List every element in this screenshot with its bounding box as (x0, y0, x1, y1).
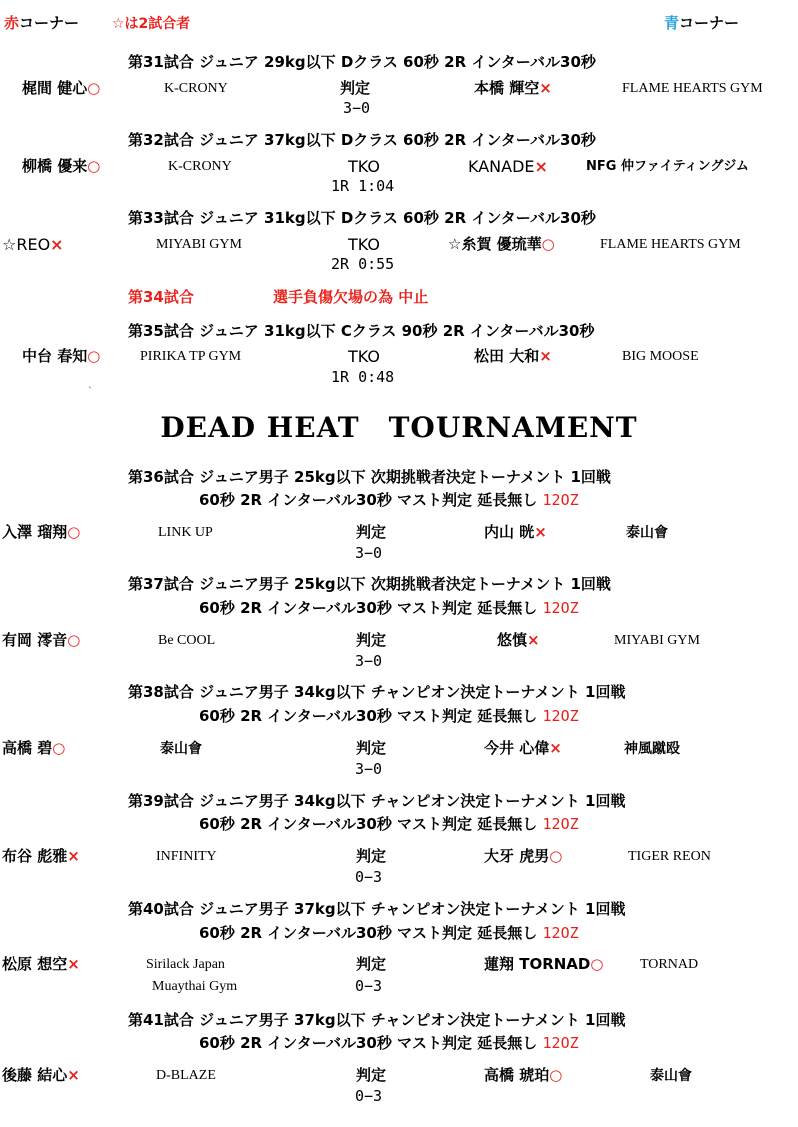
red-result-mark: × (50, 235, 64, 254)
blue-gym: 神風蹴殴 (624, 741, 680, 757)
fight-rules (199, 601, 579, 616)
blue-gym: TIGER REON (628, 849, 711, 864)
red-fighter (2, 1068, 80, 1083)
red-gym: K-CRONY (164, 81, 228, 96)
stray-mark: ` (88, 387, 93, 398)
red-fighter (2, 741, 65, 756)
fight-rules (199, 817, 579, 832)
glove-weight: 12OZ (542, 1034, 579, 1052)
blue-gym: BIG MOOSE (622, 349, 699, 364)
blue-fighter-name: 内山 晄 (484, 523, 535, 541)
red-result-mark: ○ (52, 739, 66, 757)
result-detail: 1R 0:48 (331, 368, 395, 386)
red-fighter (22, 349, 100, 364)
red-fighter-name: 入澤 瑠翔 (2, 523, 68, 541)
red-gym-line2: Muaythai Gym (152, 979, 238, 994)
result-method: TKO (348, 235, 380, 254)
result-method: 判定 (356, 955, 387, 973)
fight-rules (199, 709, 579, 724)
blue-result-mark: ○ (541, 235, 555, 253)
fight-title: 第40試合 ジュニア男子 37kg以下 チャンピオン決定トーナメント 1回戦 (128, 900, 626, 918)
rules-text: 60秒 2R インターバル30秒 マスト判定 延長無し (199, 599, 538, 617)
glove-weight: 12OZ (542, 599, 579, 617)
blue-fighter-name: 高橋 琥珀 (484, 1066, 550, 1084)
blue-fighter (474, 81, 552, 96)
red-fighter (2, 849, 80, 864)
blue-gym: MIYABI GYM (614, 633, 700, 648)
result-method: 判定 (356, 631, 387, 649)
blue-fighter-name: 本橋 輝空 (474, 79, 540, 97)
blue-fighter (484, 525, 547, 540)
rules-text: 60秒 2R インターバル30秒 マスト判定 延長無し (199, 815, 538, 833)
red-gym: Sirilack Japan (146, 957, 225, 972)
blue-result-mark: × (534, 157, 548, 176)
result-method: 判定 (356, 523, 387, 541)
fight-title: 第38試合 ジュニア男子 34kg以下 チャンピオン決定トーナメント 1回戦 (128, 683, 626, 701)
glove-weight: 12OZ (542, 924, 579, 942)
blue-fighter-name: 蓮翔 TORNAD (484, 955, 591, 973)
red-fighter (2, 525, 80, 540)
blue-gym: TORNAD (640, 957, 699, 972)
result-detail: 3−0 (355, 760, 383, 778)
red-result-mark: ○ (87, 79, 101, 97)
blue-corner-label (664, 16, 739, 31)
red-gym: INFINITY (156, 849, 217, 864)
fight-title: 第35試合 ジュニア 31kg以下 Cクラス 90秒 2R インターバル30秒 (128, 322, 595, 340)
red-fighter-name: ☆REO (2, 235, 51, 254)
glove-weight: 12OZ (542, 491, 579, 509)
result-detail: 0−3 (355, 868, 383, 886)
red-gym: K-CRONY (168, 159, 232, 174)
blue-fighter-name: 悠慎 (497, 631, 528, 649)
blue-fighter (474, 349, 552, 364)
result-method: TKO (348, 157, 380, 176)
red-fighter (2, 633, 80, 648)
red-fighter-name: 有岡 澪音 (2, 631, 68, 649)
blue-corner-rest: コーナー (679, 14, 740, 32)
blue-fighter-name: KANADE (468, 157, 535, 176)
rules-text: 60秒 2R インターバル30秒 マスト判定 延長無し (199, 491, 538, 509)
red-fighter-name: 松原 想空 (2, 955, 68, 973)
red-fighter-name: 柳橋 優来 (22, 157, 88, 175)
blue-fighter-name: ☆糸賀 優琉華 (448, 235, 542, 253)
red-fighter (2, 237, 64, 253)
red-gym: PIRIKA TP GYM (140, 349, 242, 364)
fight-title: 第41試合 ジュニア男子 37kg以下 チャンピオン決定トーナメント 1回戦 (128, 1011, 626, 1029)
blue-fighter-name: 大牙 虎男 (484, 847, 550, 865)
red-result-mark: ○ (67, 631, 81, 649)
red-result-mark: ○ (87, 347, 101, 365)
result-detail: 3−0 (355, 544, 383, 562)
result-detail: 1R 1:04 (331, 177, 395, 195)
result-detail: 3−0 (343, 99, 371, 117)
red-gym: 泰山會 (160, 741, 202, 757)
blue-corner-char: 青 (664, 14, 680, 32)
result-method: 判定 (356, 739, 387, 757)
red-fighter (22, 81, 100, 96)
blue-gym: FLAME HEARTS GYM (622, 81, 763, 96)
result-detail: 2R 0:55 (331, 255, 395, 273)
blue-fighter (484, 1068, 562, 1083)
red-fighter (22, 159, 100, 174)
rules-text: 60秒 2R インターバル30秒 マスト判定 延長無し (199, 924, 538, 942)
fight-title: 第37試合 ジュニア男子 25kg以下 次期挑戦者決定トーナメント 1回戦 (128, 575, 611, 593)
cancelled-reason: 選手負傷欠場の為 中止 (273, 288, 429, 306)
fight-rules (199, 1036, 579, 1051)
blue-result-mark: × (549, 739, 562, 757)
fight-title: 第32試合 ジュニア 37kg以下 Dクラス 60秒 2R インターバル30秒 (128, 131, 596, 149)
result-detail: 3−0 (355, 652, 383, 670)
blue-result-mark: ○ (549, 1066, 563, 1084)
fight-rules (199, 493, 579, 508)
blue-gym: FLAME HEARTS GYM (600, 237, 741, 252)
red-fighter-name: 梶間 健心 (22, 79, 88, 97)
red-corner-char: 赤 (4, 14, 20, 32)
blue-fighter-name: 松田 大和 (474, 347, 540, 365)
red-gym: Be COOL (158, 633, 216, 648)
two-fight-note: ☆は2試合者 (112, 16, 191, 32)
result-detail: 0−3 (355, 977, 383, 995)
cancelled-title: 第34試合 (128, 288, 194, 306)
fight-rules (199, 926, 579, 941)
blue-fighter (484, 957, 603, 972)
red-fighter-name: 布谷 彪雅 (2, 847, 68, 865)
blue-gym: NFG 仲ファイティングジム (586, 159, 749, 174)
glove-weight: 12OZ (542, 707, 579, 725)
red-gym: MIYABI GYM (156, 237, 242, 252)
blue-result-mark: ○ (549, 847, 563, 865)
blue-result-mark: ○ (590, 955, 604, 973)
fight-title: 第33試合 ジュニア 31kg以下 Dクラス 60秒 2R インターバル30秒 (128, 209, 596, 227)
red-result-mark: × (67, 847, 80, 865)
blue-fighter (448, 237, 555, 252)
tournament-title: DEAD HEAT TOURNAMENT (160, 411, 638, 444)
result-method: 判定 (356, 847, 387, 865)
glove-weight: 12OZ (542, 815, 579, 833)
blue-gym: 泰山會 (650, 1068, 692, 1084)
red-gym: LINK UP (158, 525, 213, 540)
blue-result-mark: × (539, 79, 552, 97)
blue-fighter (484, 741, 562, 756)
red-result-mark: × (67, 955, 80, 973)
red-result-mark: ○ (67, 523, 81, 541)
red-corner-rest: コーナー (19, 14, 80, 32)
result-method: 判定 (340, 79, 371, 97)
red-fighter-name: 中台 春知 (22, 347, 88, 365)
fight-title: 第36試合 ジュニア男子 25kg以下 次期挑戦者決定トーナメント 1回戦 (128, 468, 611, 486)
blue-fighter-name: 今井 心偉 (484, 739, 550, 757)
blue-result-mark: × (534, 523, 547, 541)
red-corner-label (4, 16, 79, 31)
blue-result-mark: × (539, 347, 552, 365)
red-result-mark: ○ (87, 157, 101, 175)
result-method: TKO (348, 347, 380, 366)
blue-fighter (497, 633, 540, 648)
red-result-mark: × (67, 1066, 80, 1084)
blue-gym: 泰山會 (626, 525, 668, 541)
fight-title: 第39試合 ジュニア男子 34kg以下 チャンピオン決定トーナメント 1回戦 (128, 792, 626, 810)
rules-text: 60秒 2R インターバル30秒 マスト判定 延長無し (199, 1034, 538, 1052)
blue-result-mark: × (527, 631, 540, 649)
blue-fighter (484, 849, 562, 864)
result-detail: 0−3 (355, 1087, 383, 1105)
red-fighter-name: 後藤 結心 (2, 1066, 68, 1084)
red-gym: D-BLAZE (156, 1068, 216, 1083)
fight-title: 第31試合 ジュニア 29kg以下 Dクラス 60秒 2R インターバル30秒 (128, 53, 596, 71)
rules-text: 60秒 2R インターバル30秒 マスト判定 延長無し (199, 707, 538, 725)
blue-fighter (468, 159, 548, 175)
result-method: 判定 (356, 1066, 387, 1084)
red-fighter-name: 高橋 碧 (2, 739, 53, 757)
red-fighter (2, 957, 80, 972)
